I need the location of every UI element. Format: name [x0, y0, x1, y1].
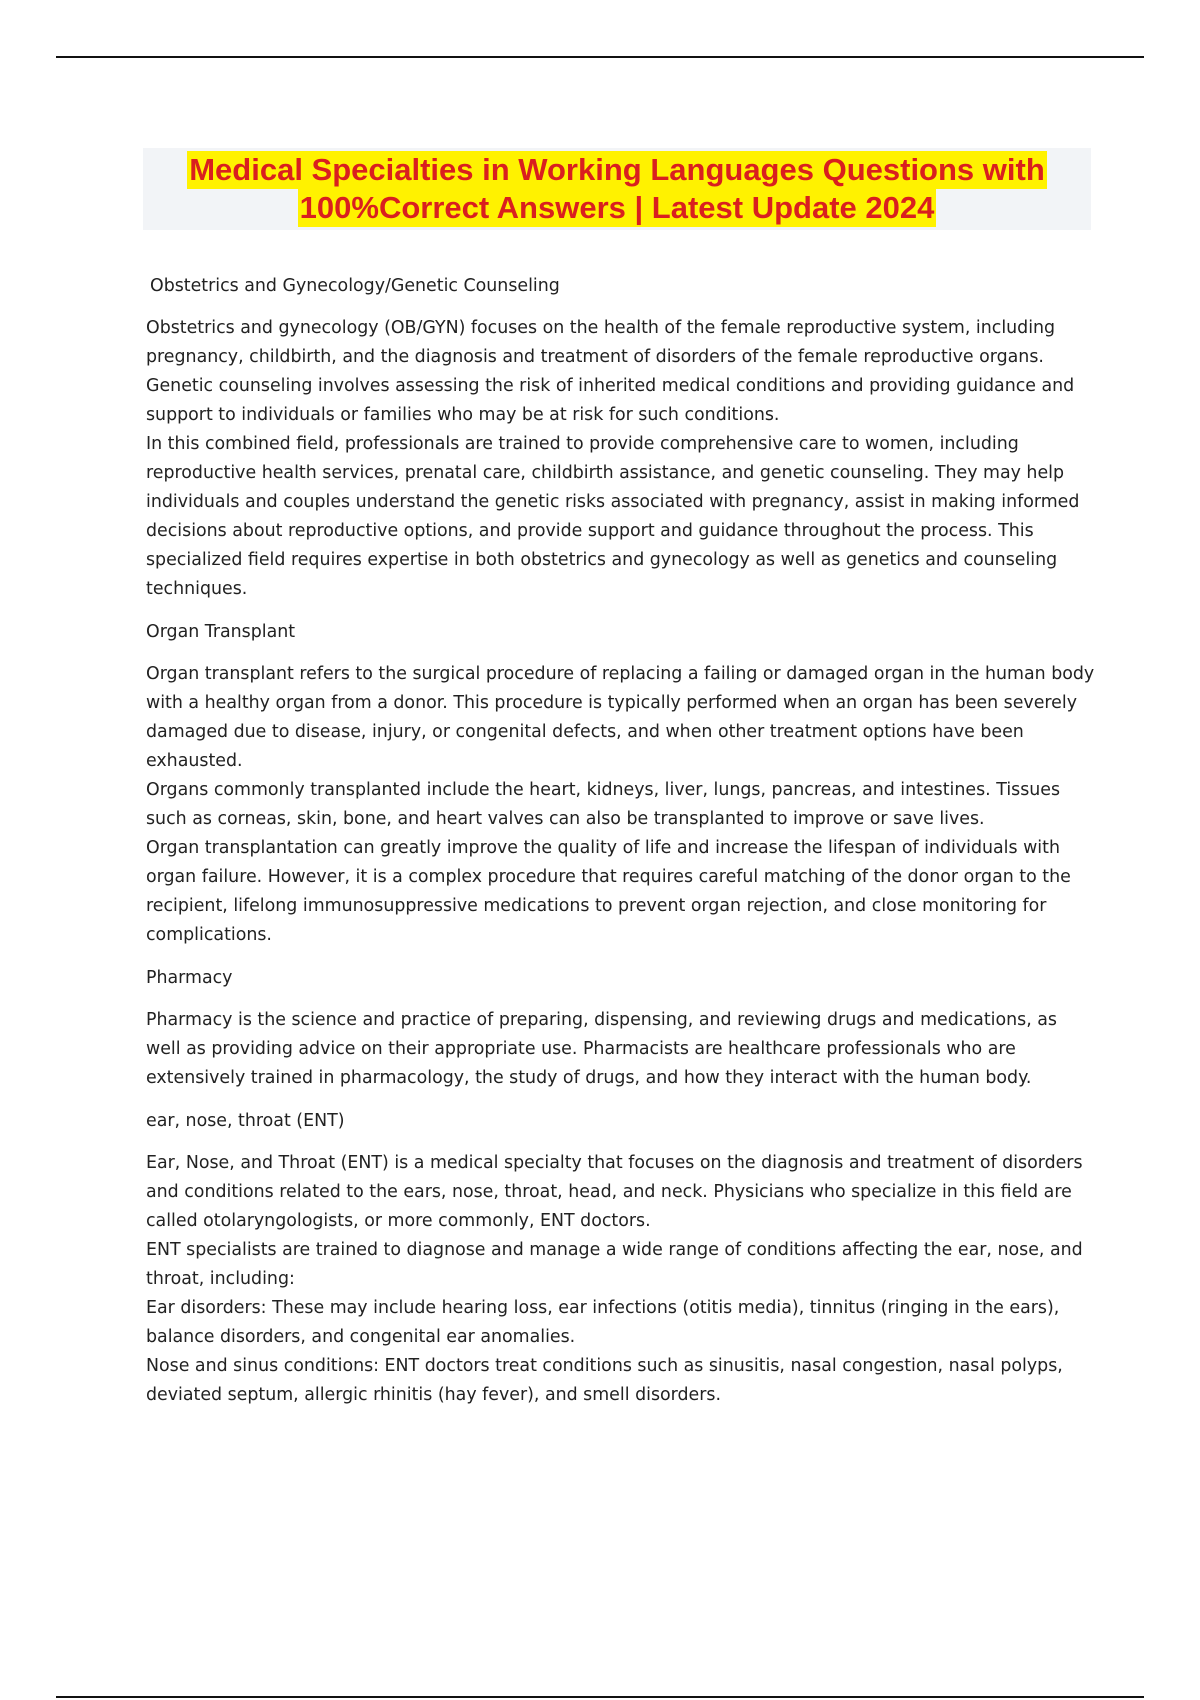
paragraph: Ear disorders: These may include hearing loss, ear infections (otitis media), tinnitus (ringing in the ears), balance disorders, and congenital ear anomalies. [146, 1298, 1060, 1347]
paragraph: In this combined field, professionals are trained to provide comprehensive care to women, including reproductive health services, prenatal care, childbirth assistance, and genetic counseling. They may help individuals and couples understand the genetic risks associated with pregnancy, assist in making informed decisions about reproductive options, and provide support and guidance throughout the process. This specialized field requires expertise in both obstetrics and gynecology as well as genetics and counseling techniques. [146, 434, 1080, 599]
document-body [146, 272, 1096, 1424]
paragraph: Pharmacy is the science and practice of preparing, dispensing, and reviewing drugs and medications, as well as providing advice on their appropriate use. Pharmacists are healthcare professionals who are extensively trained in pharmacology, the study of drugs, and how they interact with the human body. [146, 1010, 1057, 1088]
top-rule [56, 56, 1144, 58]
section-heading-ent: ear, nose, throat (ENT) [146, 1111, 345, 1131]
paragraph: Ear, Nose, and Throat (ENT) is a medical specialty that focuses on the diagnosis and treatment of disorders and conditions related to the ears, nose, throat, head, and neck. Physicians who specialize in this field are called otolaryngologists, or more commonly, ENT doctors. [146, 1153, 1083, 1231]
section-heading-pharmacy: Pharmacy [146, 968, 233, 988]
bottom-rule [56, 1696, 1144, 1698]
paragraph: Organ transplant refers to the surgical procedure of replacing a failing or damaged organ in the human body with a healthy organ from a donor. This procedure is typically performed when an organ has been severely damaged due to disease, injury, or congenital defects, and when other treatment options have been exhausted. [146, 664, 1095, 771]
section-body-pharmacy [146, 1006, 1096, 1093]
paragraph: Organ transplantation can greatly improve the quality of life and increase the lifespan of individuals with organ failure. However, it is a complex procedure that requires careful matching of the donor organ to the recipient, lifelong immunosuppressive medications to prevent organ rejection, and close monitoring for complications. [146, 838, 1071, 945]
section-heading-organ-transplant: Organ Transplant [146, 622, 296, 642]
paragraph: Obstetrics and gynecology (OB/GYN) focuses on the health of the female reproductive system, including pregnancy, childbirth, and the diagnosis and treatment of disorders of the female reproductive organs. Genetic counseling involves assessing the risk of inherited medical conditions and providing guidance and support to individuals or families who may be at risk for such conditions. [146, 318, 1075, 425]
section-body-obgyn [146, 314, 1096, 604]
title-line-1: Medical Specialties in Working Languages Questions with [189, 152, 1045, 187]
title-box [143, 148, 1091, 230]
section-body-organ-transplant [146, 660, 1096, 950]
title-line-2: 100%Correct Answers | Latest Update 2024 [299, 190, 935, 225]
section-body-ent [146, 1149, 1096, 1410]
section-heading-obgyn: Obstetrics and Gynecology/Genetic Counseling [150, 276, 560, 296]
paragraph: ENT specialists are trained to diagnose and manage a wide range of conditions affecting the ear, nose, and throat, including: [146, 1240, 1083, 1289]
paragraph: Nose and sinus conditions: ENT doctors treat conditions such as sinusitis, nasal congestion, nasal polyps, deviated septum, allergic rhinitis (hay fever), and smell disorders. [146, 1356, 1063, 1405]
paragraph: Organs commonly transplanted include the heart, kidneys, liver, lungs, pancreas, and intestines. Tissues such as corneas, skin, bone, and heart valves can also be transplanted to improve or save lives. [146, 780, 1061, 829]
